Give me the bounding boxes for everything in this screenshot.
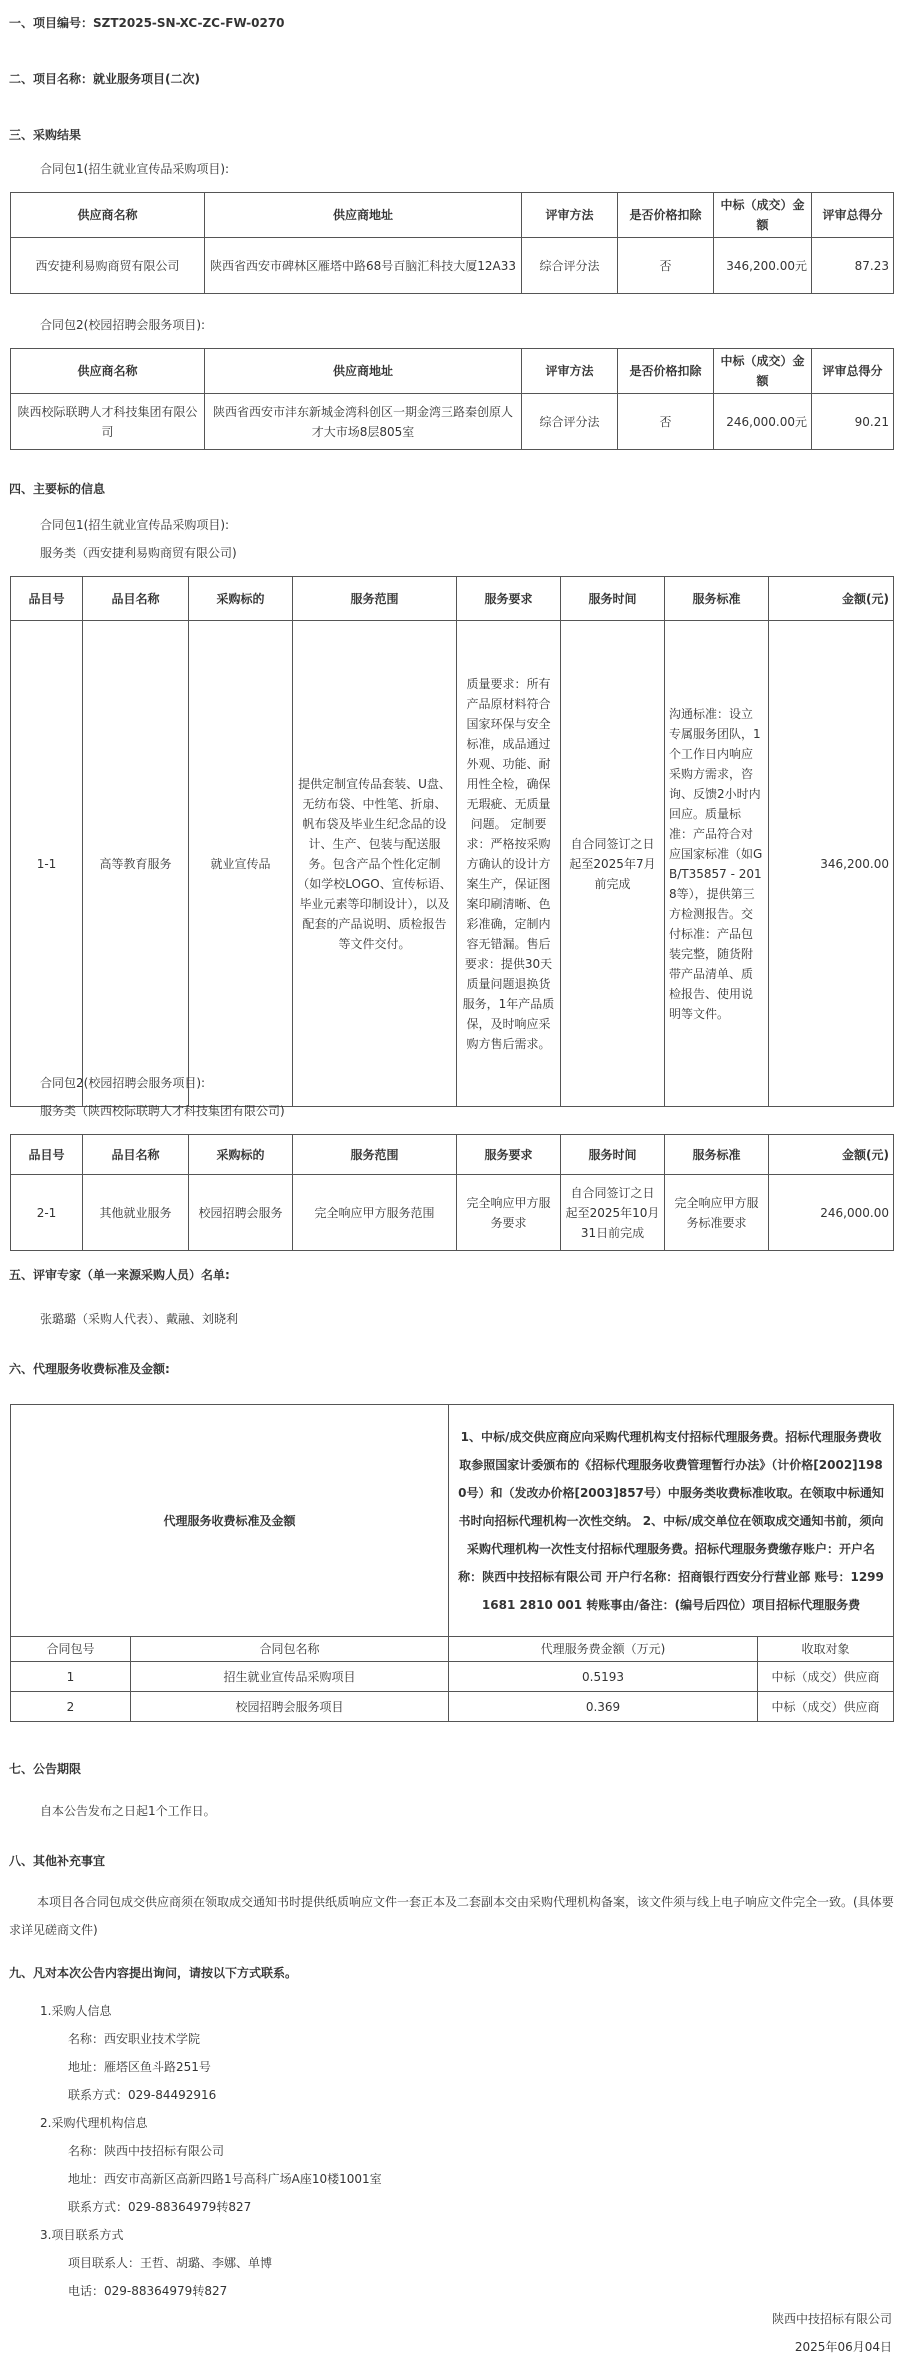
header-amount: 金额(元) xyxy=(769,577,894,621)
header-item-no: 品目号 xyxy=(11,1135,83,1175)
result-table-1 xyxy=(10,192,894,294)
header-standard: 服务标准 xyxy=(665,1135,769,1175)
header-item-name: 品目名称 xyxy=(83,577,189,621)
fee-amount: 0.369 xyxy=(449,1692,758,1722)
main-package2-title: 合同包2(校园招聘会服务项目): xyxy=(40,1076,206,1090)
header-subject: 采购标的 xyxy=(189,1135,293,1175)
main-package1-title: 合同包1(招生就业宣传品采购项目): xyxy=(40,518,230,532)
review-method: 综合评分法 xyxy=(522,238,618,294)
table-row xyxy=(11,1692,894,1722)
supplier-address: 陕西省西安市碑林区雁塔中路68号百脑汇科技大厦12A33 xyxy=(205,238,522,294)
agency-address: 地址：西安市高新区高新四路1号高科广场A座10楼1001室 xyxy=(68,2172,382,2186)
header-standard: 服务标准 xyxy=(665,577,769,621)
section-main-subject: 四、主要标的信息 xyxy=(9,482,106,496)
header-package-no: 合同包号 xyxy=(11,1637,131,1662)
item-subject: 校园招聘会服务 xyxy=(189,1175,293,1251)
item-amount: 346,200.00 xyxy=(769,621,894,1107)
header-fee-amount: 代理服务费金额（万元) xyxy=(449,1637,758,1662)
signature-date: 2025年06月04日 xyxy=(794,2340,892,2354)
header-supplier-address: 供应商地址 xyxy=(205,193,522,238)
section-agency-fee: 六、代理服务收费标准及金额: xyxy=(9,1362,170,1376)
header-score: 评审总得分 xyxy=(812,193,894,238)
agency-fee-table xyxy=(10,1404,894,1722)
agency-phone: 联系方式：029-88364979转827 xyxy=(68,2200,252,2214)
agency-name: 名称：陕西中技招标有限公司 xyxy=(68,2144,225,2158)
header-subject: 采购标的 xyxy=(189,577,293,621)
main-package1-type: 服务类（西安捷利易购商贸有限公司) xyxy=(40,546,237,560)
item-name: 高等教育服务 xyxy=(83,621,189,1107)
bid-amount: 346,200.00元 xyxy=(714,238,812,294)
header-price-deduct: 是否价格扣除 xyxy=(618,349,714,394)
item-scope: 完全响应甲方服务范围 xyxy=(293,1175,457,1251)
header-method: 评审方法 xyxy=(522,349,618,394)
table-row xyxy=(11,394,894,450)
table-row xyxy=(11,1662,894,1692)
review-method: 综合评分法 xyxy=(522,394,618,450)
signature-organization: 陕西中技招标有限公司 xyxy=(771,2312,892,2326)
item-requirement: 完全响应甲方服务要求 xyxy=(457,1175,561,1251)
item-requirement: 质量要求：所有产品原材料符合国家环保与安全标准，成品通过外观、功能、耐用性全检，确保无瑕疵、无质量问题。 定制要求：严格按采购方确认的设计方案生产，保证图案印刷清晰、色彩准确，定制内容无错漏。售后要求：提供30天质量问题退换货服务，1年产品质保，及时响应采购方售后需求。 xyxy=(457,621,561,1107)
header-package-name: 合同包名称 xyxy=(131,1637,449,1662)
item-amount: 246,000.00 xyxy=(769,1175,894,1251)
header-scope: 服务范围 xyxy=(293,1135,457,1175)
result-table-2 xyxy=(10,348,894,450)
header-supplier-name: 供应商名称 xyxy=(11,349,205,394)
header-price-deduct: 是否价格扣除 xyxy=(618,193,714,238)
project-contact-heading: 3.项目联系方式 xyxy=(40,2228,124,2242)
section-contact: 九、凡对本次公告内容提出询问，请按以下方式联系。 xyxy=(9,1966,298,1980)
table-row xyxy=(11,238,894,294)
section-procurement-result: 三、采购结果 xyxy=(9,128,82,142)
purchaser-name: 名称：西安职业技术学院 xyxy=(68,2032,201,2046)
item-time: 自合同签订之日起至2025年7月前完成 xyxy=(561,621,665,1107)
item-scope: 提供定制宣传品套装、U盘、无纺布袋、中性笔、折扇、帆布袋及毕业生纪念品的设计、生产、包装与配送服务。包含产品个性化定制（如学校LOGO、宣传标语、毕业元素等印制设计），以及配套的产品说明、质检报告等文件交付。 xyxy=(293,621,457,1107)
header-scope: 服务范围 xyxy=(293,577,457,621)
agency-info-heading: 2.采购代理机构信息 xyxy=(40,2116,148,2130)
table-row xyxy=(11,1175,894,1251)
item-no: 1-1 xyxy=(11,621,83,1107)
section-experts: 五、评审专家（单一来源采购人员）名单: xyxy=(9,1268,230,1282)
header-amount: 金额(元) xyxy=(769,1135,894,1175)
total-score: 90.21 xyxy=(812,394,894,450)
fee-package-name: 招生就业宣传品采购项目 xyxy=(131,1662,449,1692)
purchaser-info-heading: 1.采购人信息 xyxy=(40,2004,112,2018)
project-contact-people: 项目联系人：王哲、胡璐、李娜、单博 xyxy=(68,2256,273,2270)
fee-package-no: 1 xyxy=(11,1662,131,1692)
fee-target: 中标（成交）供应商 xyxy=(758,1662,894,1692)
table-row xyxy=(11,621,894,1107)
item-standard: 沟通标准：设立专属服务团队，1 个工作日内响应采购方需求，咨询、反馈2小时内回应。质量标准：产品符合对应国家标准（如GB/T35857 - 2018等），提供第三方检测报告。交付标准：产品包装完整，随货附带产品清单、质检报告、使用说明等文件。 xyxy=(665,621,769,1107)
header-supplier-name: 供应商名称 xyxy=(11,193,205,238)
fee-package-no: 2 xyxy=(11,1692,131,1722)
fee-standard-label: 代理服务收费标准及金额 xyxy=(11,1405,449,1637)
item-name: 其他就业服务 xyxy=(83,1175,189,1251)
subject-table-2 xyxy=(10,1134,894,1251)
item-subject: 就业宣传品 xyxy=(189,621,293,1107)
package1-title: 合同包1(招生就业宣传品采购项目): xyxy=(40,162,230,176)
header-item-name: 品目名称 xyxy=(83,1135,189,1175)
notice-period-text: 自本公告发布之日起1个工作日。 xyxy=(40,1804,216,1818)
project-name: 二、项目名称：就业服务项目(二次) xyxy=(9,72,200,86)
project-contact-phone: 电话：029-88364979转827 xyxy=(68,2284,228,2298)
other-matters-text: 本项目各合同包成交供应商须在领取成交通知书时提供纸质响应文件一套正本及二套副本交由采购代理机构备案，该文件须与线上电子响应文件完全一致。(具体要求详见磋商文件) xyxy=(9,1895,894,1937)
package2-title: 合同包2(校园招聘会服务项目): xyxy=(40,318,206,332)
item-no: 2-1 xyxy=(11,1175,83,1251)
header-item-no: 品目号 xyxy=(11,577,83,621)
project-number: 一、项目编号：SZT2025-SN-XC-ZC-FW-0270 xyxy=(9,16,285,30)
header-requirement: 服务要求 xyxy=(457,577,561,621)
section-other-matters: 八、其他补充事宜 xyxy=(9,1854,106,1868)
supplier-address: 陕西省西安市沣东新城金湾科创区一期金湾三路秦创原人才大市场8层805室 xyxy=(205,394,522,450)
header-method: 评审方法 xyxy=(522,193,618,238)
fee-standard-text: 1、中标/成交供应商应向采购代理机构支付招标代理服务费。招标代理服务费收取参照国家计委颁布的《招标代理服务收费管理暂行办法》（计价格[2002]1980号）和（发改办价格[2003]857号）中服务类收费标准收取。在领取中标通知书时向招标代理机构一次性交纳。 2、中标/成交单位在领取成交通知书前，须向采购代理机构一次性支付招标代理服务费。招标代理服务费缴存账户：开户名称：陕西中技招标有限公司 开户行名称：招商银行西安分行营业部 账号：1299 1681 2810 001 转账事由/备注：(编号后四位）项目招标代理服务费 xyxy=(449,1405,894,1637)
header-amount: 中标（成交）金额 xyxy=(714,193,812,238)
expert-list: 张璐璐（采购人代表）、戴融、刘晓利 xyxy=(40,1312,239,1326)
main-package2-type: 服务类（陕西校际联聘人才科技集团有限公司) xyxy=(40,1104,285,1118)
fee-amount: 0.5193 xyxy=(449,1662,758,1692)
supplier-name: 西安捷利易购商贸有限公司 xyxy=(11,238,205,294)
fee-target: 中标（成交）供应商 xyxy=(758,1692,894,1722)
header-time: 服务时间 xyxy=(561,577,665,621)
fee-package-name: 校园招聘会服务项目 xyxy=(131,1692,449,1722)
price-deduct: 否 xyxy=(618,238,714,294)
header-fee-target: 收取对象 xyxy=(758,1637,894,1662)
header-requirement: 服务要求 xyxy=(457,1135,561,1175)
supplier-name: 陕西校际联聘人才科技集团有限公司 xyxy=(11,394,205,450)
purchaser-address: 地址：雁塔区鱼斗路251号 xyxy=(68,2060,211,2074)
header-score: 评审总得分 xyxy=(812,349,894,394)
purchaser-phone: 联系方式：029-84492916 xyxy=(68,2088,217,2102)
subject-table-1 xyxy=(10,576,894,1107)
total-score: 87.23 xyxy=(812,238,894,294)
item-time: 自合同签订之日起至2025年10月31日前完成 xyxy=(561,1175,665,1251)
section-notice-period: 七、公告期限 xyxy=(9,1762,82,1776)
header-time: 服务时间 xyxy=(561,1135,665,1175)
bid-amount: 246,000.00元 xyxy=(714,394,812,450)
header-amount: 中标（成交）金额 xyxy=(714,349,812,394)
header-supplier-address: 供应商地址 xyxy=(205,349,522,394)
item-standard: 完全响应甲方服务标准要求 xyxy=(665,1175,769,1251)
price-deduct: 否 xyxy=(618,394,714,450)
